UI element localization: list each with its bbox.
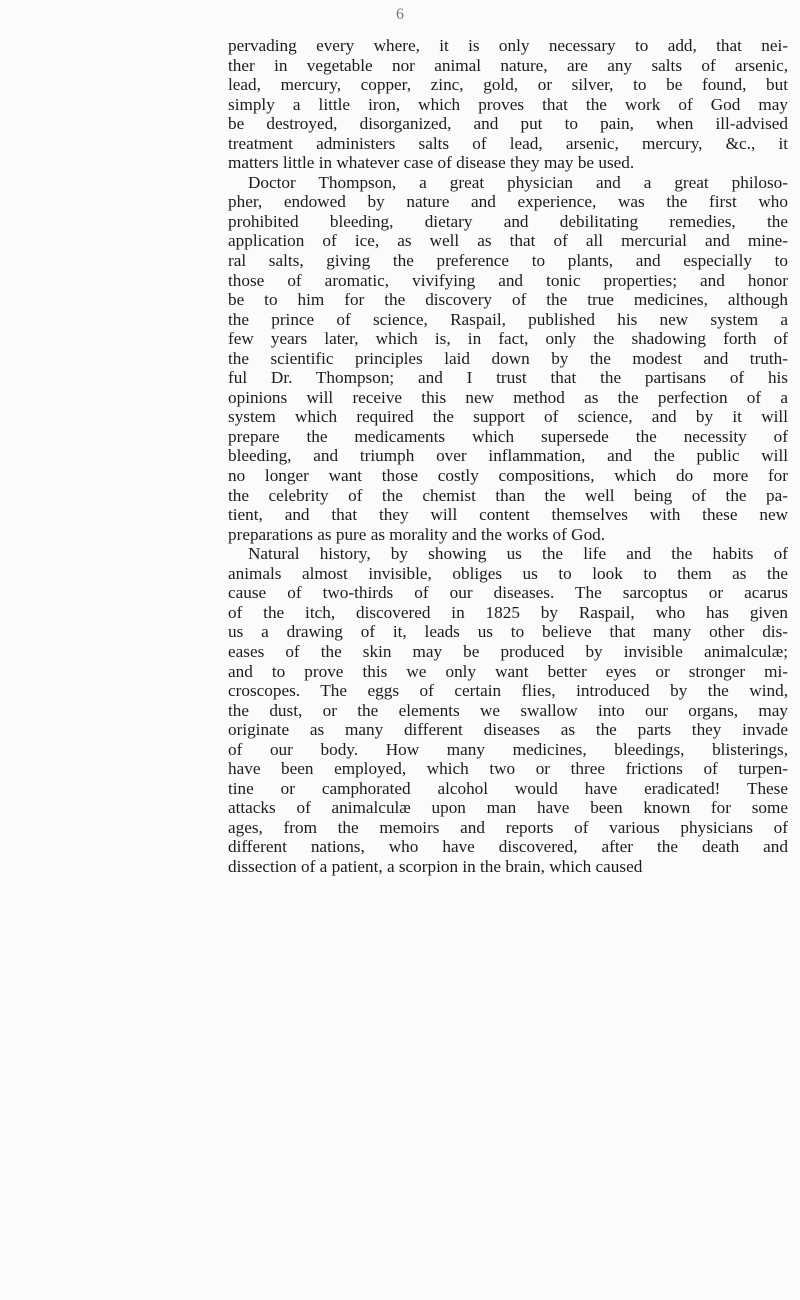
text-line: attacks of animalculæ upon man have been known for some xyxy=(228,798,788,818)
text-line: eases of the skin may be produced by invisible animalculæ; xyxy=(228,641,788,661)
text-line: those of aromatic, vivifying and tonic properties; and honor xyxy=(228,270,788,290)
text-line: dissection of a patient, a scorpion in the brain, which caused xyxy=(228,856,643,876)
text-line: treatment administers salts of lead, arsenic, mercury, &c., it xyxy=(228,133,788,153)
text-line: different nations, who have discovered, after the death and xyxy=(228,837,788,857)
text-line: ral salts, giving the preference to plants, and especially to xyxy=(228,251,788,271)
text-line: pher, endowed by nature and experience, was the first who xyxy=(228,192,788,212)
text-line: originate as many different diseases as the parts they invade xyxy=(228,720,788,740)
page-number: 6 xyxy=(396,6,404,23)
body-text xyxy=(228,36,788,877)
text-line: Natural history, by showing us the life and the habits of xyxy=(248,544,788,564)
text-line: tine or camphorated alcohol would have eradicated! These xyxy=(228,778,788,798)
text-line: simply a little iron, which proves that the work of God may xyxy=(228,94,788,114)
text-line: the scientific principles laid down by the modest and truth- xyxy=(228,348,788,368)
text-line: have been employed, which two or three frictions of turpen- xyxy=(228,759,788,779)
text-line: no longer want those costly compositions, which do more for xyxy=(228,466,788,486)
text-line: matters little in whatever case of disease they may be used. xyxy=(228,153,635,173)
text-line: prepare the medicaments which supersede the necessity of xyxy=(228,426,788,446)
text-line: prohibited bleeding, dietary and debilitating remedies, the xyxy=(228,211,788,231)
text-line: ful Dr. Thompson; and I trust that the partisans of his xyxy=(228,368,788,388)
text-line: application of ice, as well as that of all mercurial and mine- xyxy=(228,231,788,251)
text-line: pervading every where, it is only necessary to add, that nei- xyxy=(228,36,788,55)
text-line: cause of two-thirds of our diseases. The sarcoptus or acarus xyxy=(228,583,788,603)
text-line: croscopes. The eggs of certain flies, introduced by the wind, xyxy=(228,681,788,701)
text-line: and to prove this we only want better eyes or stronger mi- xyxy=(228,661,788,681)
text-line: us a drawing of it, leads us to believe that many other dis- xyxy=(228,622,788,642)
text-line: tient, and that they will content themselves with these new xyxy=(228,505,788,525)
text-line: opinions will receive this new method as the perfection of a xyxy=(228,387,788,407)
text-line: the prince of science, Raspail, published his new system a xyxy=(228,309,788,329)
text-line: preparations as pure as morality and the works of God. xyxy=(228,524,606,544)
text-line: the celebrity of the chemist than the well being of the pa- xyxy=(228,485,788,505)
text-line: be to him for the discovery of the true medicines, although xyxy=(228,290,788,310)
text-line: animals almost invisible, obliges us to look to them as the xyxy=(228,563,788,583)
text-line: of our body. How many medicines, bleedings, blisterings, xyxy=(228,739,788,759)
text-line: ther in vegetable nor animal nature, are any salts of arsenic, xyxy=(228,55,788,75)
text-line: be destroyed, disorganized, and put to pain, when ill-advised xyxy=(228,114,788,134)
text-line: of the itch, discovered in 1825 by Raspail, who has given xyxy=(228,602,788,622)
text-line: system which required the support of science, and by it will xyxy=(228,407,788,427)
text-line: few years later, which is, in fact, only the shadowing forth of xyxy=(228,329,788,349)
text-line: lead, mercury, copper, zinc, gold, or silver, to be found, but xyxy=(228,75,788,95)
text-line: ages, from the memoirs and reports of various physicians of xyxy=(228,817,788,837)
text-line: the dust, or the elements we swallow into our organs, may xyxy=(228,700,788,720)
text-line: bleeding, and triumph over inflammation, and the public will xyxy=(228,446,788,466)
text-line: Doctor Thompson, a great physician and a great philoso- xyxy=(248,172,788,192)
